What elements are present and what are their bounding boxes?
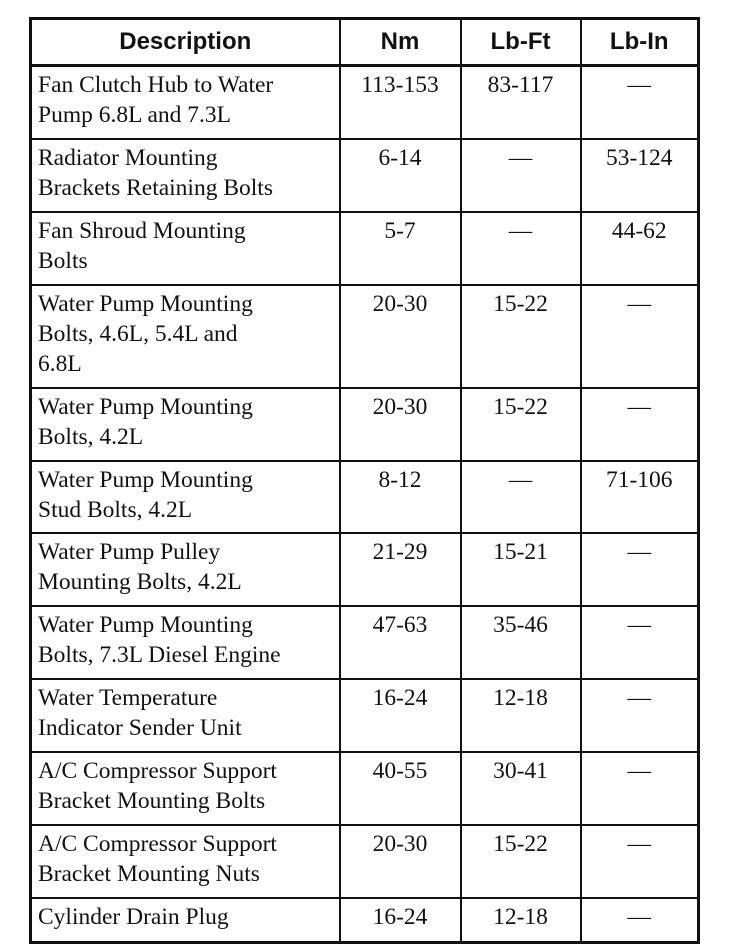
cell-description: Water Pump Mounting Bolts, 7.3L Diesel Engine <box>31 606 340 679</box>
header-nm: Nm <box>340 19 461 66</box>
cell-nm: 113-153 <box>340 66 461 140</box>
cell-lb-ft: 83-117 <box>461 66 581 140</box>
cell-nm: 20-30 <box>340 285 461 388</box>
cell-nm: 6-14 <box>340 139 461 212</box>
cell-lb-ft: 12-18 <box>461 679 581 752</box>
cell-lb-ft: — <box>461 212 581 285</box>
cell-lb-in: — <box>581 898 699 943</box>
cell-lb-in: 44-62 <box>581 212 699 285</box>
cell-lb-in: — <box>581 388 699 461</box>
cell-description: Radiator Mounting Brackets Retaining Bolts <box>31 139 340 212</box>
cell-description: Water Pump Pulley Mounting Bolts, 4.2L <box>31 533 340 606</box>
table-row <box>31 388 699 461</box>
table-row <box>31 752 699 825</box>
cell-nm: 16-24 <box>340 898 461 943</box>
cell-lb-ft: — <box>461 139 581 212</box>
cell-lb-in: 71-106 <box>581 461 699 533</box>
cell-nm: 21-29 <box>340 533 461 606</box>
cell-description: A/C Compressor Support Bracket Mounting Bolts <box>31 752 340 825</box>
cell-description: Water Pump Mounting Stud Bolts, 4.2L <box>31 461 340 533</box>
table-row <box>31 533 699 606</box>
cell-description: Fan Shroud Mounting Bolts <box>31 212 340 285</box>
cell-lb-in: — <box>581 606 699 679</box>
cell-description: Water Temperature Indicator Sender Unit <box>31 679 340 752</box>
table-row <box>31 66 699 140</box>
cell-lb-ft: 35-46 <box>461 606 581 679</box>
cell-nm: 16-24 <box>340 679 461 752</box>
header-lb-ft: Lb-Ft <box>461 19 581 66</box>
cell-lb-ft: — <box>461 461 581 533</box>
cell-lb-ft: 15-22 <box>461 388 581 461</box>
cell-lb-ft: 15-22 <box>461 285 581 388</box>
cell-description: Water Pump Mounting Bolts, 4.2L <box>31 388 340 461</box>
cell-nm: 20-30 <box>340 388 461 461</box>
cell-nm: 20-30 <box>340 825 461 898</box>
cell-lb-ft: 30-41 <box>461 752 581 825</box>
header-row <box>31 19 699 66</box>
cell-lb-in: — <box>581 66 699 140</box>
cell-lb-in: 53-124 <box>581 139 699 212</box>
table-row <box>31 139 699 212</box>
cell-description: Fan Clutch Hub to Water Pump 6.8L and 7.3L <box>31 66 340 140</box>
table-row <box>31 825 699 898</box>
cell-nm: 47-63 <box>340 606 461 679</box>
table-row <box>31 606 699 679</box>
cell-nm: 5-7 <box>340 212 461 285</box>
torque-spec-table <box>29 17 700 944</box>
cell-lb-ft: 15-22 <box>461 825 581 898</box>
table-row <box>31 212 699 285</box>
cell-lb-in: — <box>581 533 699 606</box>
cell-description: Cylinder Drain Plug <box>31 898 340 943</box>
cell-lb-ft: 12-18 <box>461 898 581 943</box>
header-description: Description <box>31 19 340 66</box>
header-lb-in: Lb-In <box>581 19 699 66</box>
cell-lb-in: — <box>581 825 699 898</box>
table-row <box>31 679 699 752</box>
cell-lb-ft: 15-21 <box>461 533 581 606</box>
cell-nm: 8-12 <box>340 461 461 533</box>
table-row <box>31 285 699 388</box>
table-row <box>31 461 699 533</box>
cell-lb-in: — <box>581 752 699 825</box>
cell-nm: 40-55 <box>340 752 461 825</box>
cell-lb-in: — <box>581 285 699 388</box>
cell-description: A/C Compressor Support Bracket Mounting Nuts <box>31 825 340 898</box>
cell-description: Water Pump Mounting Bolts, 4.6L, 5.4L and 6.8L <box>31 285 340 388</box>
table-row <box>31 898 699 943</box>
cell-lb-in: — <box>581 679 699 752</box>
